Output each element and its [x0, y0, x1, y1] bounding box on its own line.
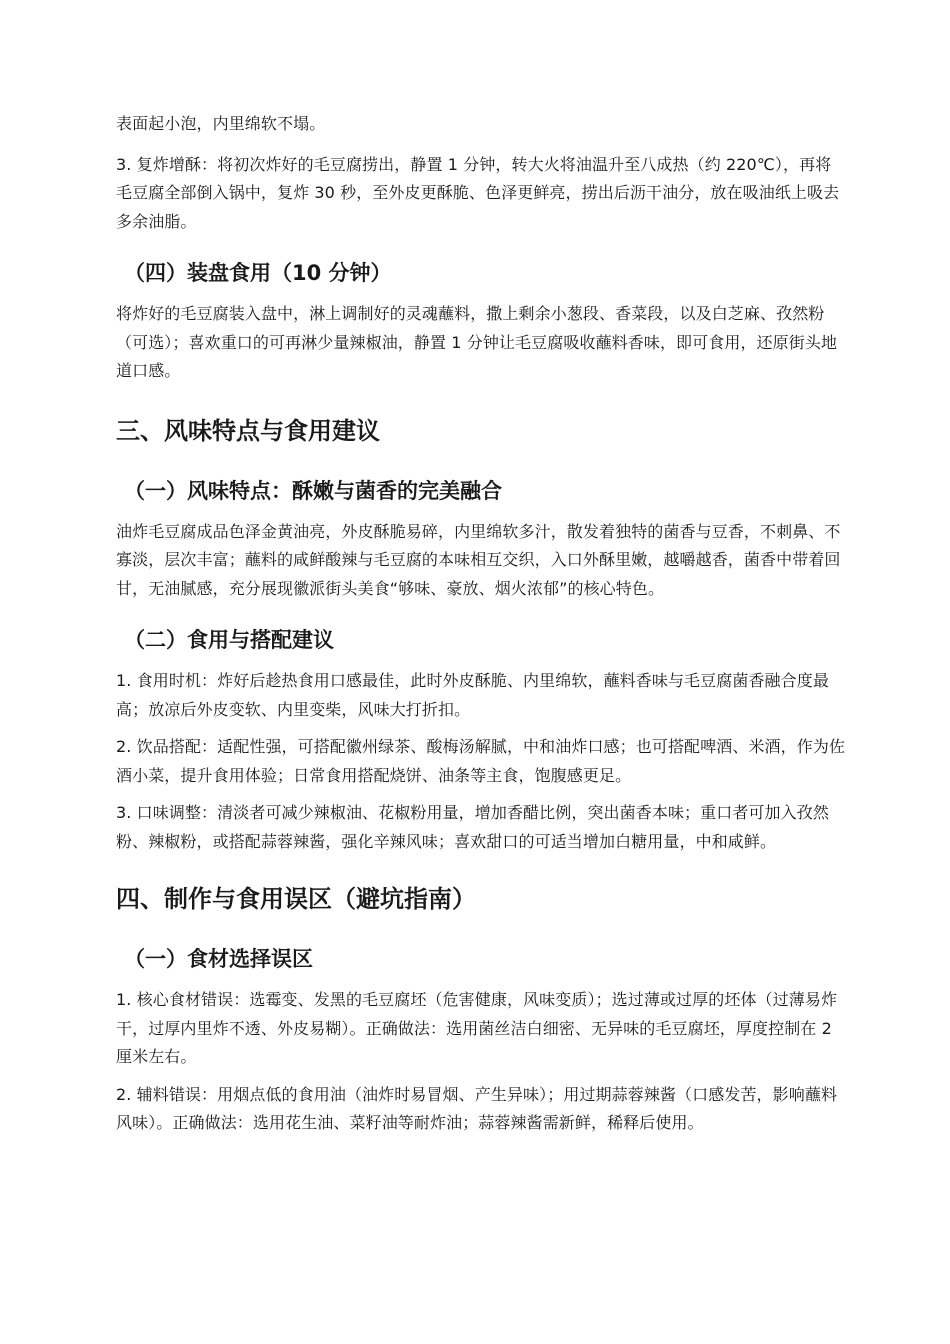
paragraph: 1. 食用时机：炸好后趁热食用口感最佳，此时外皮酥脆、内里绵软，蘸料香味与毛豆腐菌香融合度最高；放凉后外皮变软、内里变柴，风味大打折扣。: [116, 671, 829, 719]
section-heading: 四、制作与食用误区（避坑指南）: [116, 885, 476, 913]
paragraph: 2. 饮品搭配：适配性强，可搭配徽州绿茶、酸梅汤解腻，中和油炸口感；也可搭配啤酒、米酒，作为佐酒小菜，提升食用体验；日常食用搭配烧饼、油条等主食，饱腹感更足。: [116, 737, 846, 785]
document-page: [116, 110, 846, 1138]
paragraph: 将炸好的毛豆腐装入盘中，淋上调制好的灵魂蘸料，撒上剩余小葱段、香菜段，以及白芝麻、孜然粉（可选）；喜欢重口的可再淋少量辣椒油，静置 1 分钟让毛豆腐吸收蘸料香味，即可食用，还原街头地道口感。: [116, 304, 838, 380]
paragraph: 3. 复炸增酥：将初次炸好的毛豆腐捞出，静置 1 分钟，转大火将油温升至八成热（约 220℃），再将毛豆腐全部倒入锅中，复炸 30 秒，至外皮更酥脆、色泽更鲜亮，捞出后沥干油分，放在吸油纸上吸去多余油脂。: [116, 154, 840, 231]
section-heading: 三、风味特点与食用建议: [116, 416, 380, 445]
subsection-heading: （一）风味特点：酥嫩与菌香的完美融合: [124, 478, 502, 503]
paragraph: 1. 核心食材错误：选霉变、发黑的毛豆腐坯（危害健康，风味变质）；选过薄或过厚的坯体（过薄易炸干，过厚内里炸不透、外皮易糊）。正确做法：选用菌丝洁白细密、无异味的毛豆腐坯，厚度控制在 2 厘米左右。: [116, 990, 838, 1066]
subsection-heading: （四）装盘食用（10 分钟）: [124, 261, 392, 285]
paragraph: 2. 辅料错误：用烟点低的食用油（油炸时易冒烟、产生异味）；用过期蒜蓉辣酱（口感发苦，影响蘸料风味）。正确做法：选用花生油、菜籽油等耐炸油；蒜蓉辣酱需新鲜，稀释后使用。: [116, 1084, 838, 1132]
subsection-heading: （一）食材选择误区: [124, 947, 313, 971]
paragraph: 3. 口味调整：清淡者可减少辣椒油、花椒粉用量，增加香醋比例，突出菌香本味；重口者可加入孜然粉、辣椒粉，或搭配蒜蓉辣酱，强化辛辣风味；喜欢甜口的可适当增加白糖用量，中和咸鲜。: [116, 803, 829, 851]
paragraph: 表面起小泡，内里绵软不塌。: [116, 114, 326, 133]
subsection-heading: （二）食用与搭配建议: [124, 628, 334, 652]
paragraph: 油炸毛豆腐成品色泽金黄油亮，外皮酥脆易碎，内里绵软多汁，散发着独特的菌香与豆香，不刺鼻、不寡淡，层次丰富；蘸料的咸鲜酸辣与毛豆腐的本味相互交织，入口外酥里嫩，越嚼越香，菌香中带着回甘，无油腻感，充分展现徽派街头美食“够味、豪放、烟火浓郁”的核心特色。: [116, 521, 841, 598]
